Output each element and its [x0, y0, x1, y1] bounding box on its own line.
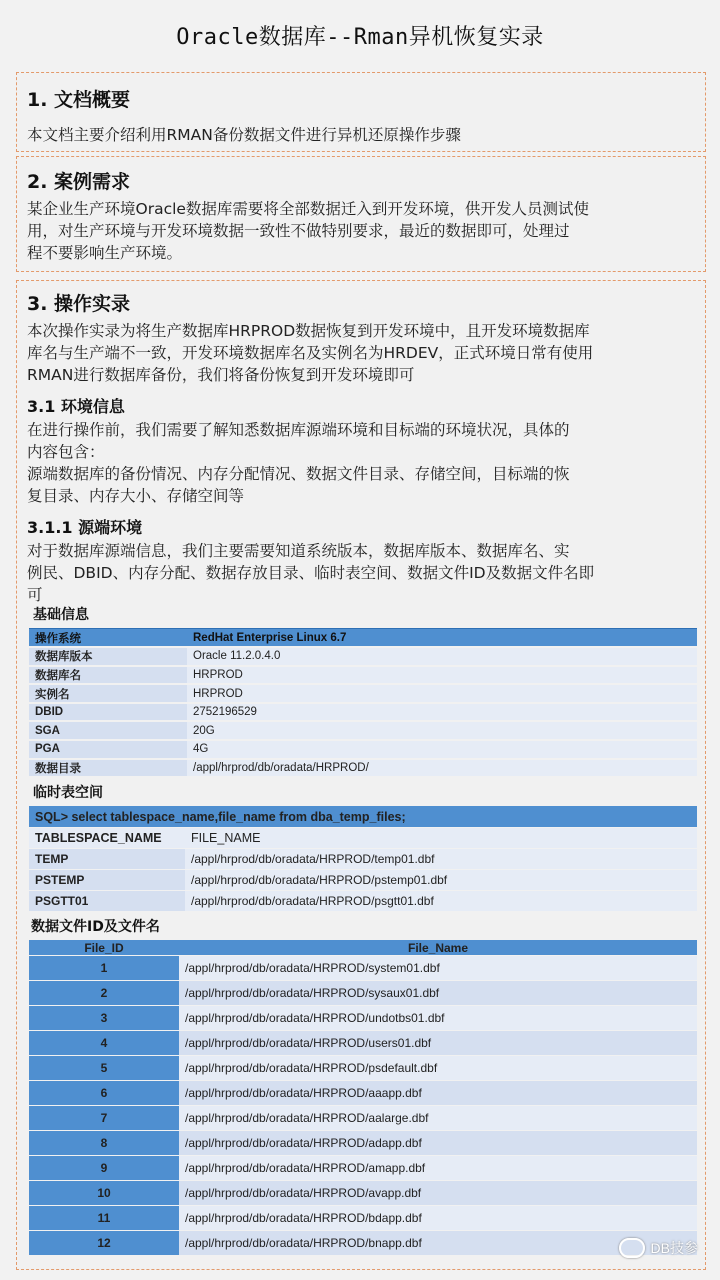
- row-value: HRPROD: [187, 684, 697, 703]
- file-id: 6: [29, 1081, 179, 1106]
- file-id: 8: [29, 1131, 179, 1156]
- basic-info-label: 基础信息: [33, 607, 89, 623]
- env-info-line: 在进行操作前，我们需要了解知悉数据库源端环境和目标端的环境状况，具体的: [27, 421, 570, 439]
- file-id: 2: [29, 981, 179, 1006]
- row-value: 20G: [187, 721, 697, 740]
- file-id: 12: [29, 1231, 179, 1256]
- table-row: [29, 1031, 697, 1056]
- source-env-heading: 3.1.1 源端环境: [27, 518, 143, 537]
- table-row: [29, 1106, 697, 1131]
- sql-text: SQL> select tablespace_name,file_name from dba_temp_files;: [29, 806, 697, 827]
- source-env-line: 例民、DBID、内存分配、数据存放目录、临时表空间、数据文件ID及数据文件名即: [27, 564, 595, 582]
- column-header: FILE_NAME: [185, 827, 697, 848]
- file-id: 5: [29, 1056, 179, 1081]
- source-env-line: 可: [27, 586, 43, 604]
- section-operations: [16, 280, 706, 1270]
- file-name: /appl/hrprod/db/oradata/HRPROD/aaapp.dbf: [179, 1081, 697, 1106]
- section-requirements: [16, 156, 706, 272]
- table-row: [29, 869, 697, 890]
- column-header: File_ID: [29, 940, 179, 956]
- section-requirements-heading: 2. 案例需求: [27, 171, 131, 193]
- row-key: SGA: [29, 721, 187, 740]
- row-key: 实例名: [29, 684, 187, 703]
- table-row: [29, 890, 697, 911]
- file-name: /appl/hrprod/db/oradata/HRPROD/system01.dbf: [179, 956, 697, 981]
- section-operations-line: 本次操作实录为将生产数据库HRPROD数据恢复到开发环境中，且开发环境数据库: [27, 322, 590, 340]
- file-name: /appl/hrprod/db/oradata/HRPROD/amapp.dbf: [179, 1156, 697, 1181]
- section-operations-line: 库名与生产端不一致，开发环境数据库名及实例名为HRDEV，正式环境日常有使用: [27, 344, 594, 362]
- table-row: [29, 666, 697, 685]
- table-row: [29, 1156, 697, 1181]
- file-id: 9: [29, 1156, 179, 1181]
- table-row: [29, 703, 697, 722]
- table-row: [29, 1006, 697, 1031]
- section-overview-heading: 1. 文档概要: [27, 89, 131, 111]
- table-row: [29, 1131, 697, 1156]
- table-row: [29, 721, 697, 740]
- table-row: [29, 1081, 697, 1106]
- column-header: File_Name: [179, 940, 697, 956]
- file-id: 7: [29, 1106, 179, 1131]
- section-requirements-line: 用，对生产环境与开发环境数据一致性不做特别要求，最近的数据即可，处理过: [27, 222, 570, 240]
- row-key: PGA: [29, 740, 187, 759]
- file-name: /appl/hrprod/db/oradata/HRPROD/users01.dbf: [179, 1031, 697, 1056]
- section-requirements-line: 程不要影响生产环境。: [27, 244, 183, 262]
- row-value: RedHat Enterprise Linux 6.7: [187, 629, 697, 648]
- row-value: HRPROD: [187, 666, 697, 685]
- file-name: /appl/hrprod/db/oradata/HRPROD/bnapp.dbf: [179, 1231, 697, 1256]
- file-name: /appl/hrprod/db/oradata/HRPROD/undotbs01.dbf: [179, 1006, 697, 1031]
- file-name: /appl/hrprod/db/oradata/HRPROD/avapp.dbf: [179, 1181, 697, 1206]
- table-row: [29, 1181, 697, 1206]
- basic-info-table: [29, 628, 697, 778]
- table-row: [29, 1206, 697, 1231]
- table-row: [29, 647, 697, 666]
- tablespace-name: PSGTT01: [29, 890, 185, 911]
- row-value: 2752196529: [187, 703, 697, 722]
- row-value: 4G: [187, 740, 697, 759]
- env-info-line: 源端数据库的备份情况、内存分配情况、数据文件目录、存储空间，目标端的恢: [27, 465, 570, 483]
- wechat-icon: [619, 1238, 645, 1258]
- datafiles-table: [29, 940, 697, 1257]
- table-row: [29, 759, 697, 778]
- row-value: Oracle 11.2.0.4.0: [187, 647, 697, 666]
- table-row: [29, 981, 697, 1006]
- row-value: /appl/hrprod/db/oradata/HRPROD/: [187, 759, 697, 778]
- table-row: [29, 848, 697, 869]
- file-name: /appl/hrprod/db/oradata/HRPROD/pstemp01.dbf: [185, 869, 697, 890]
- table-header-row: [29, 827, 697, 848]
- file-name: /appl/hrprod/db/oradata/HRPROD/bdapp.dbf: [179, 1206, 697, 1231]
- column-header: TABLESPACE_NAME: [29, 827, 185, 848]
- env-info-line: 复目录、内存大小、存储空间等: [27, 487, 245, 505]
- file-name: /appl/hrprod/db/oradata/HRPROD/adapp.dbf: [179, 1131, 697, 1156]
- watermark: [619, 1238, 698, 1258]
- table-row: [29, 956, 697, 981]
- sql-row: [29, 806, 697, 827]
- file-id: 11: [29, 1206, 179, 1231]
- tablespace-name: PSTEMP: [29, 869, 185, 890]
- table-row: [29, 1231, 697, 1256]
- section-overview-body: 本文档主要介绍利用RMAN备份数据文件进行异机还原操作步骤: [27, 126, 461, 144]
- section-operations-heading: 3. 操作实录: [27, 293, 131, 315]
- datafiles-label: 数据文件ID及文件名: [31, 918, 160, 935]
- env-info-heading: 3.1 环境信息: [27, 397, 125, 416]
- env-info-line: 内容包含：: [27, 443, 105, 461]
- file-name: /appl/hrprod/db/oradata/HRPROD/aalarge.dbf: [179, 1106, 697, 1131]
- row-key: 数据目录: [29, 759, 187, 778]
- table-row: [29, 629, 697, 648]
- source-env-line: 对于数据库源端信息，我们主要需要知道系统版本，数据库版本、数据库名、实: [27, 542, 570, 560]
- table-header-row: [29, 940, 697, 956]
- table-row: [29, 1056, 697, 1081]
- row-key: 数据库名: [29, 666, 187, 685]
- section-operations-line: RMAN进行数据库备份，我们将备份恢复到开发环境即可: [27, 366, 415, 384]
- row-key: 操作系统: [29, 629, 187, 648]
- table-row: [29, 740, 697, 759]
- file-id: 10: [29, 1181, 179, 1206]
- table-row: [29, 684, 697, 703]
- file-name: /appl/hrprod/db/oradata/HRPROD/temp01.dbf: [185, 848, 697, 869]
- file-id: 1: [29, 956, 179, 981]
- file-id: 4: [29, 1031, 179, 1056]
- section-overview: [16, 72, 706, 152]
- page-title: Oracle数据库--Rman异机恢复实录: [176, 25, 544, 50]
- file-id: 3: [29, 1006, 179, 1031]
- row-key: 数据库版本: [29, 647, 187, 666]
- file-name: /appl/hrprod/db/oradata/HRPROD/psdefault.dbf: [179, 1056, 697, 1081]
- row-key: DBID: [29, 703, 187, 722]
- section-requirements-line: 某企业生产环境Oracle数据库需要将全部数据迁入到开发环境，供开发人员测试使: [27, 200, 589, 218]
- temp-tablespace-label: 临时表空间: [33, 785, 103, 802]
- file-name: /appl/hrprod/db/oradata/HRPROD/sysaux01.dbf: [179, 981, 697, 1006]
- file-name: /appl/hrprod/db/oradata/HRPROD/psgtt01.dbf: [185, 890, 697, 911]
- temp-tablespace-table: [29, 806, 697, 912]
- tablespace-name: TEMP: [29, 848, 185, 869]
- watermark-text: DB技参: [650, 1240, 698, 1256]
